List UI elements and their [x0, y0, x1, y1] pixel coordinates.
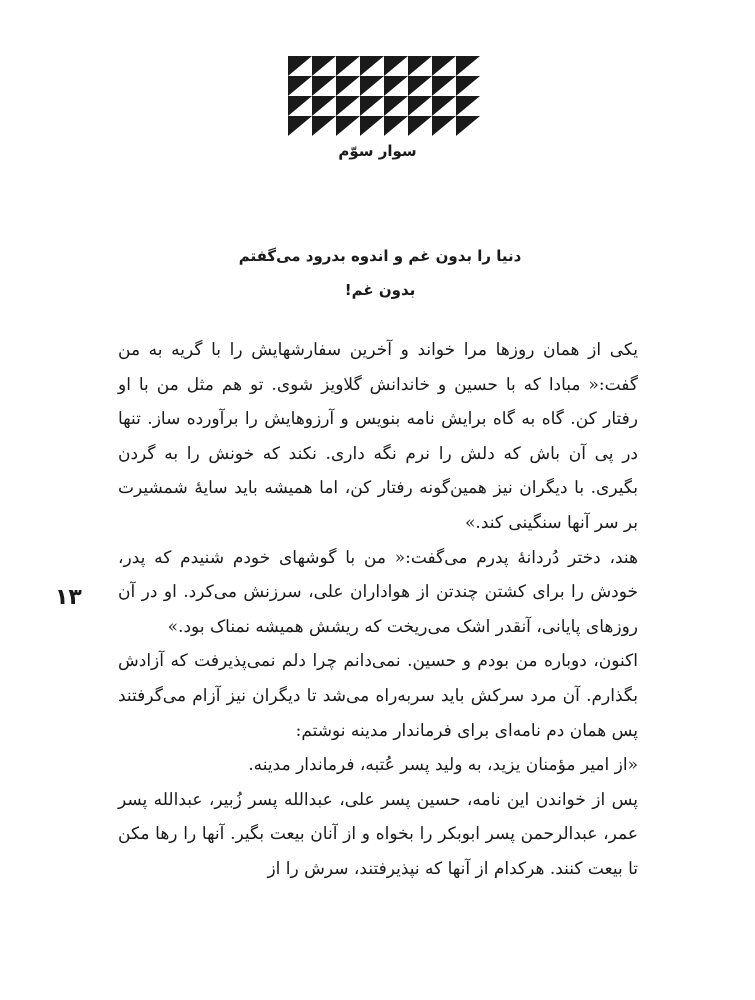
epigraph-line-2: بدون غم! [344, 281, 416, 299]
page-number: ١٣ [55, 585, 82, 610]
chapter-title: سوار سوّم [338, 142, 417, 160]
paragraph-2: هند، دختر دُردانهٔ پدرم می‌گفت:« من با گوشهای خودم شنیدم که پدر، خودش را برای کشتن چندتن از هواداران علی، سرزنش می‌کرد. او در آن روزهای پایانی، آنقدر اشک می‌ریخت که ریشش همیشه نمناک بود.» [118, 547, 638, 637]
paragraph-1: یکی از همان روزها مرا خواند و آخرین سفارشهایش را با گریه به من گفت:« مبادا که با حسین و خاندانش گلاویز شوی. تو هم مثل من با او رفتار کن. گاه به گاه برایش نامه بنویس و آرزوهایش را برآورده ساز. تنها در پی آن باش که دلش را نرم نگه داری. نکند که خونش را به گردن بگیری. با دیگران نیز همین‌گونه رفتار کن، اما همیشه باید سایهٔ شمشیرت بر سر آنها سنگینی کند.» [118, 340, 638, 533]
paragraph-3: اکنون، دوباره من بودم و حسین. نمی‌دانم چرا دلم نمی‌پذیرفت که آزادش بگذارم. آن مرد سرکش باید سربه‌راه می‌شد تا دیگران نیز آزام می‌گرفتند پس همان دم نامه‌ای برای فرماندار مدینه نوشتم: [118, 651, 638, 741]
body-text [118, 333, 638, 887]
triangle-ornament [288, 56, 485, 138]
paragraph-4: «از امیر مؤمنان یزید، به ولید پسر عُتبه، فرماندار مدینه. [248, 755, 638, 776]
paragraph-5: پس از خواندن این نامه، حسین پسر علی، عبدالله پسر زُبیر، عبدالله پسر عمر، عبدالرحمن پسر ابوبکر را بخواه و از آنان بیعت بگیر. آنها را رها مکن تا بیعت کنند. هرکدام از آنها که نپذیرفتند، سرش را از [118, 789, 638, 879]
epigraph-line-1: دنیا را بدون غم و اندوه بدرود می‌گفتم [238, 247, 522, 265]
